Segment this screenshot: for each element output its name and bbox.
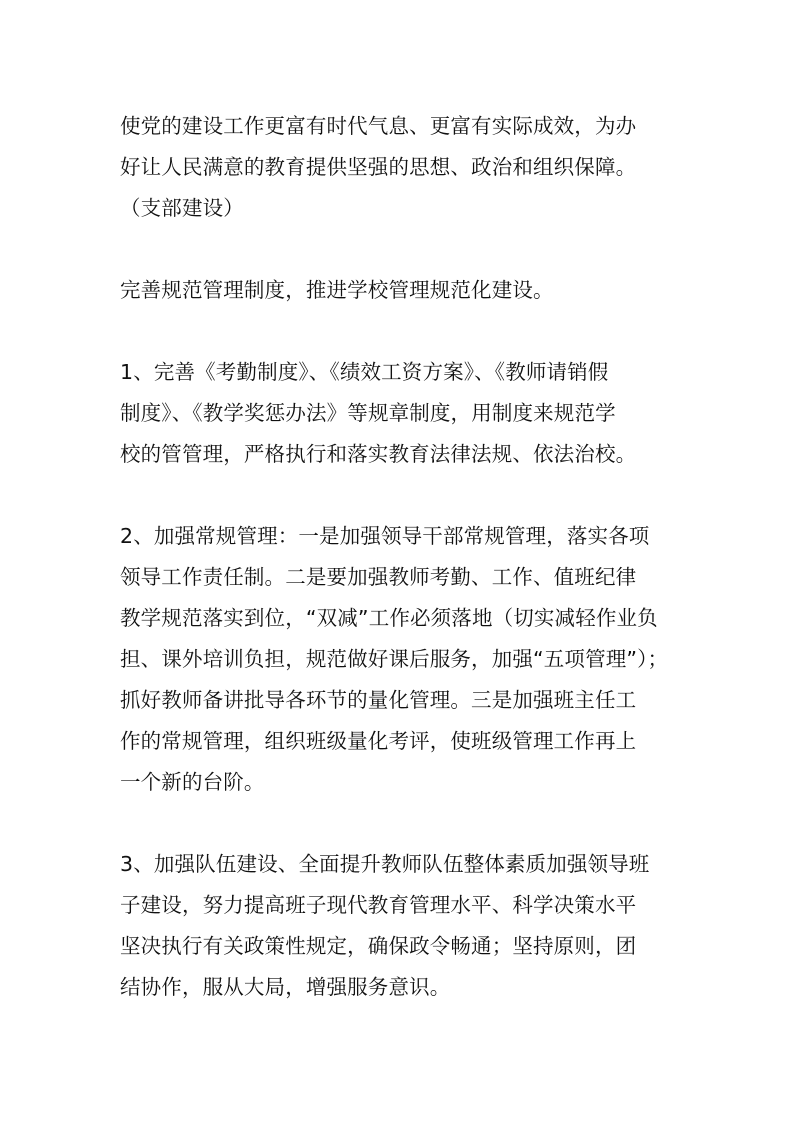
text-line: 教学规范落实到位，“双减”工作必须落地（切实减轻作业负 [120,606,658,630]
text-line: 好让人民满意的教育提供坚强的思想、政治和组织保障。 [120,155,637,179]
text-line: 坚决执行有关政策性规定，确保政令畅通；坚持原则，团 [120,934,637,958]
item-3-paragraph [120,844,720,1008]
text-line: 担、课外培训负担，规范做好课后服务，加强“五项管理”）； [120,647,669,671]
text-line: 领导工作责任制。二是要加强教师考勤、工作、值班纪律 [120,565,637,589]
text-line: 一个新的台阶。 [120,770,265,794]
item-1-paragraph [120,352,720,475]
text-line: 完善规范管理制度，推进学校管理规范化建设。 [120,278,554,302]
document-body [120,106,720,1008]
text-line: 子建设，努力提高班子现代教育管理水平、科学决策水平 [120,893,637,917]
text-line: 抓好教师备讲批导各环节的量化管理。三是加强班主任工 [120,688,637,712]
paragraph-gap [120,229,720,270]
text-line: 作的常规管理，组织班级量化考评，使班级管理工作再上 [120,729,637,753]
text-line: 3、加强队伍建设、全面提升教师队伍整体素质加强领导班 [120,852,650,876]
intro-paragraph [120,106,720,229]
section-heading-paragraph [120,270,720,311]
text-line: 校的管管理，严格执行和落实教育法律法规、依法治校。 [120,442,637,466]
text-line: 2、加强常规管理：一是加强领导干部常规管理，落实各项 [120,524,650,548]
paragraph-gap [120,311,720,352]
text-line: 结协作，服从大局，增强服务意识。 [120,975,451,999]
paragraph-gap [120,475,720,516]
text-line: 制度》、《教学奖惩办法》等规章制度，用制度来规范学 [120,401,616,425]
text-line: 使党的建设工作更富有时代气息、更富有实际成效，为办 [120,114,637,138]
text-line: 1、完善《考勤制度》、《绩效工资方案》、《教师请销假 [120,360,609,384]
item-2-paragraph [120,516,720,803]
text-line: （支部建设） [120,196,244,220]
paragraph-gap [120,803,720,844]
